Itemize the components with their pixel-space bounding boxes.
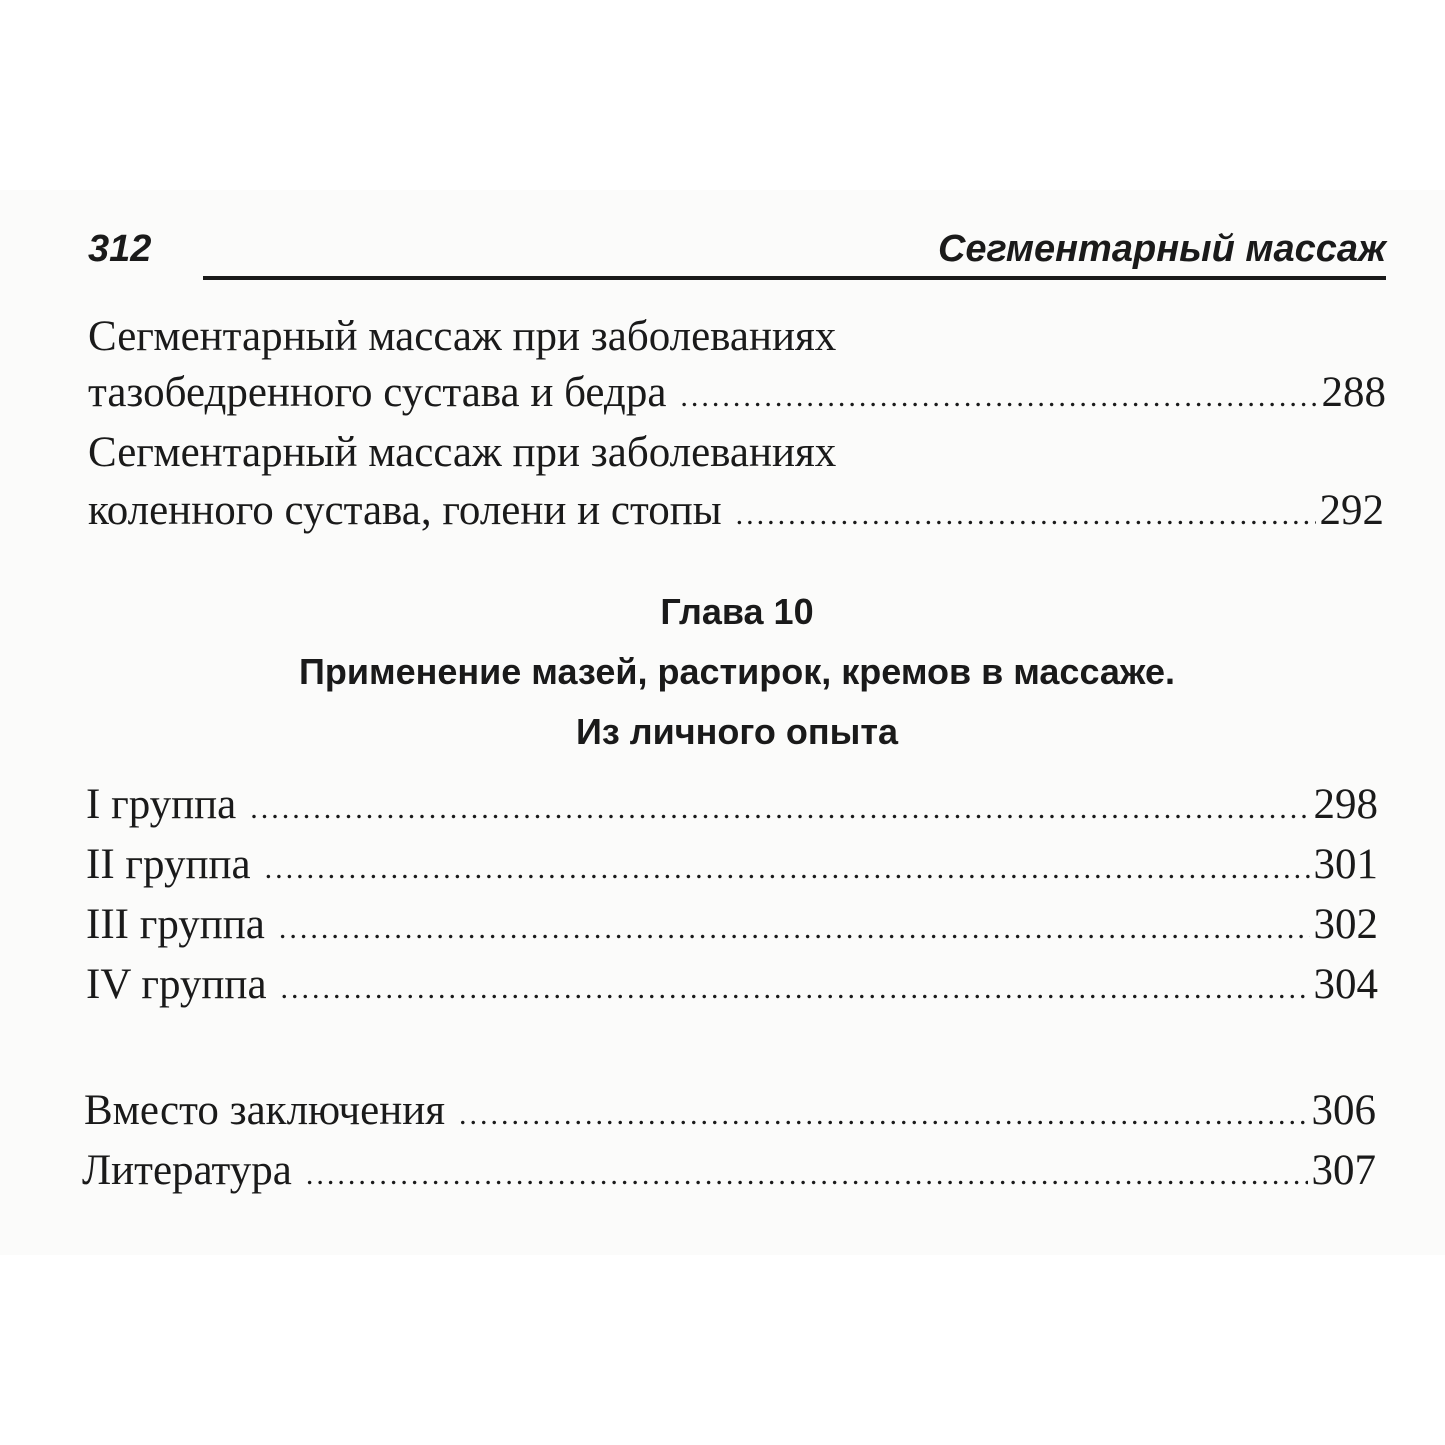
toc-entry xyxy=(84,1086,1376,1140)
toc-entry xyxy=(86,780,1378,834)
toc-entry-label: II группа xyxy=(86,841,251,888)
chapter-number: Глава 10 xyxy=(660,591,814,632)
dot-leader xyxy=(281,964,1310,1014)
dot-leader xyxy=(279,904,1310,954)
toc-entry xyxy=(86,900,1378,954)
toc-entry-label: Вместо заключения xyxy=(84,1087,446,1134)
toc-entry-title-line: Сегментарный массаж при заболеваниях xyxy=(88,313,837,360)
toc-page-number: 292 xyxy=(1319,487,1384,534)
toc-entry xyxy=(88,368,1386,422)
dot-leader xyxy=(306,1150,1308,1200)
chapter-title-line-1: Применение мазей, растирок, кремов в массаже. xyxy=(298,651,1176,692)
dot-leader xyxy=(736,490,1316,540)
toc-entry xyxy=(82,1146,1376,1200)
running-title: Сегментарный массаж xyxy=(937,228,1386,270)
chapter-title-line-2: Из личного опыта xyxy=(575,711,899,752)
toc-entry xyxy=(86,960,1378,1014)
toc-entry-label: тазобедренного сустава и бедра xyxy=(88,369,667,416)
header-rule xyxy=(203,276,1386,280)
toc-page-number: 304 xyxy=(1313,961,1378,1008)
toc-entry-title-line: Сегментарный массаж при заболеваниях xyxy=(88,429,837,476)
book-page xyxy=(0,190,1445,1255)
dot-leader xyxy=(250,784,1309,834)
dot-leader xyxy=(459,1090,1307,1140)
toc-entry-label: Литература xyxy=(82,1147,292,1194)
toc-page-number: 288 xyxy=(1321,369,1386,416)
toc-entry xyxy=(86,840,1378,894)
toc-page-number: 301 xyxy=(1313,841,1378,888)
toc-entry xyxy=(88,486,1384,540)
toc-page-number: 306 xyxy=(1311,1087,1376,1134)
toc-page-number: 298 xyxy=(1313,781,1378,828)
dot-leader xyxy=(265,844,1310,894)
page-number: 312 xyxy=(88,228,152,270)
toc-entry-label: IV группа xyxy=(86,961,267,1008)
dot-leader xyxy=(680,372,1317,422)
toc-page-number: 307 xyxy=(1311,1147,1376,1194)
toc-entry-label: III группа xyxy=(86,901,265,948)
toc-entry-label: коленного сустава, голени и стопы xyxy=(88,487,722,534)
toc-entry-label: I группа xyxy=(86,781,237,828)
toc-page-number: 302 xyxy=(1313,901,1378,948)
